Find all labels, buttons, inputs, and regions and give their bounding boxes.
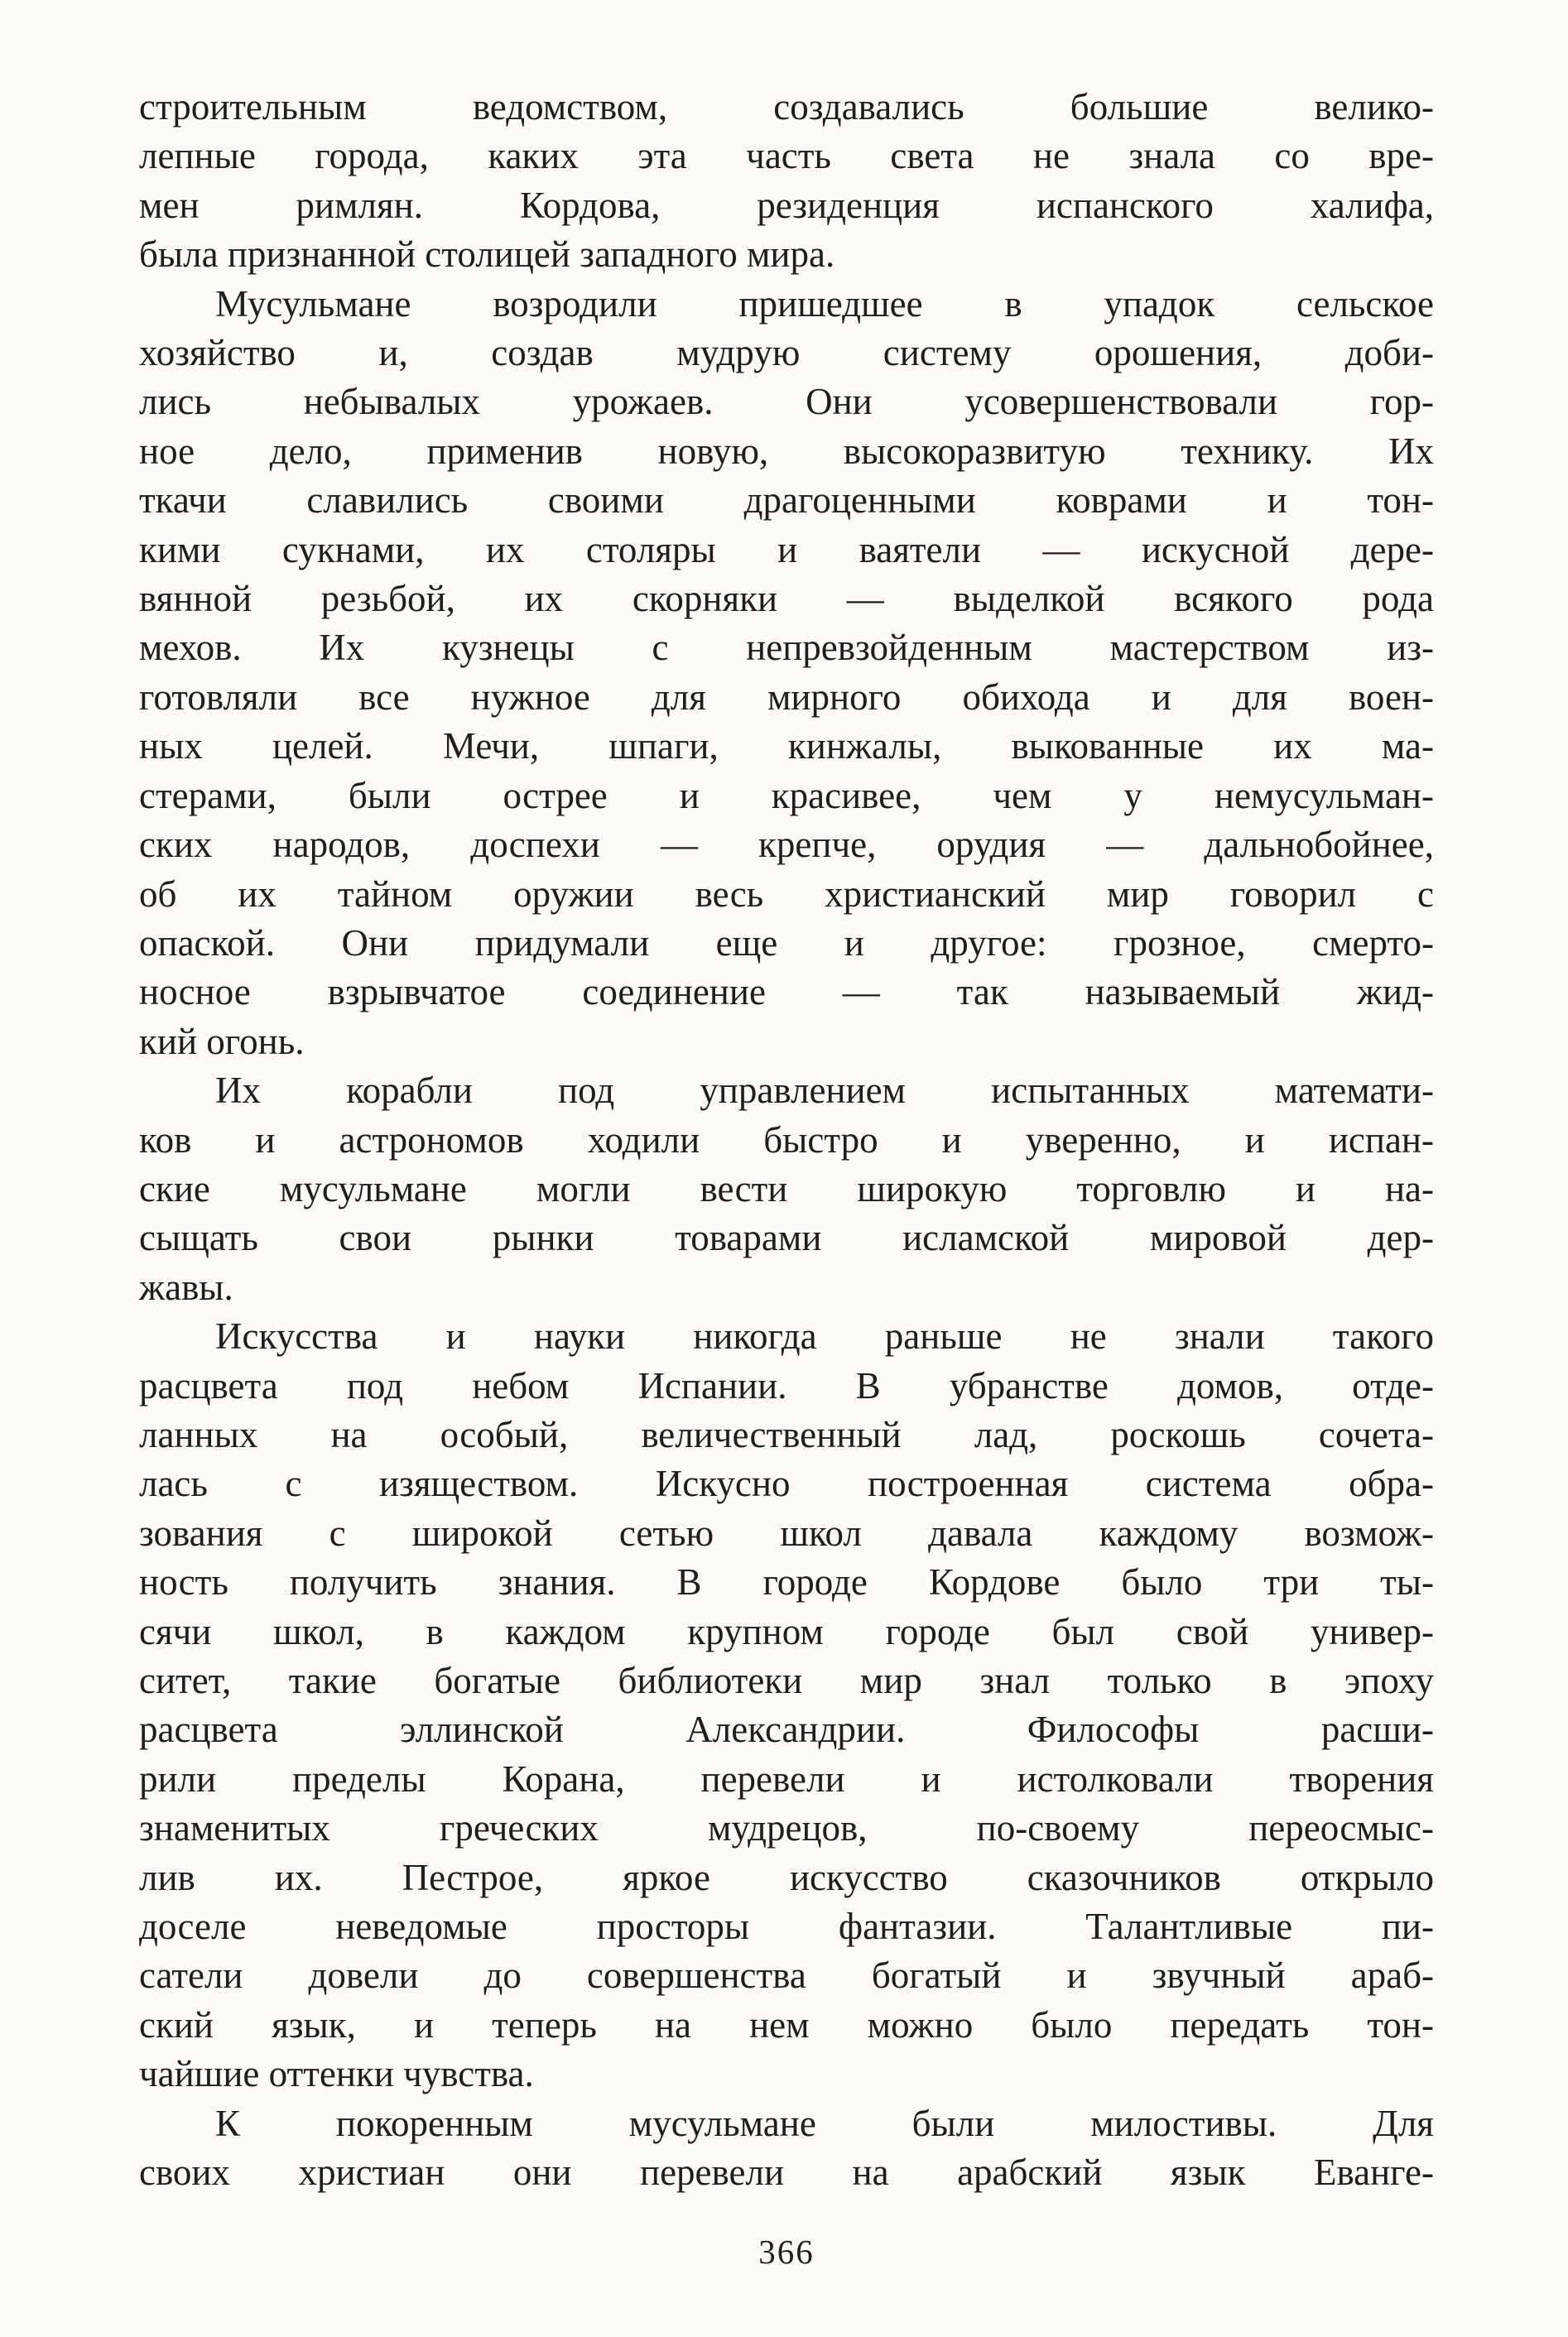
- paragraph: [139, 1312, 1434, 2099]
- text-line: ские мусульмане могли вести широкую торговлю и на-: [139, 1167, 1434, 1209]
- text-line: зования с широкой сетью школ давала каждому возмож-: [139, 1512, 1434, 1554]
- text-line: кий огонь.: [139, 1020, 305, 1062]
- text-line: лепные города, каких эта часть света не знала со вре-: [139, 135, 1434, 177]
- paragraph: [139, 1066, 1434, 1312]
- text-line: сячи школ, в каждом крупном городе был свой универ-: [139, 1610, 1434, 1652]
- text-line: лась с изяществом. Искусно построенная система обра-: [139, 1463, 1434, 1505]
- paragraph: [139, 2099, 1434, 2198]
- text-line: сатели довели до совершенства богатый и звучный араб-: [139, 1955, 1434, 1997]
- text-line: носное взрывчатое соединение — так называемый жид-: [139, 971, 1434, 1013]
- text-line: ланных на особый, величественный лад, роскошь сочета-: [139, 1413, 1434, 1455]
- text-line: расцвета под небом Испании. В убранстве домов, отде-: [139, 1364, 1434, 1407]
- text-line: ткачи славились своими драгоценными коврами и тон-: [139, 479, 1434, 522]
- text-line: мехов. Их кузнецы с непревзойденным мастерством из-: [139, 627, 1434, 669]
- text-line: хозяйство и, создав мудрую систему орошения, доби-: [139, 332, 1434, 374]
- text-line: была признанной столицей западного мира.: [139, 233, 835, 276]
- text-line: ность получить знания. В городе Кордове было три ты-: [139, 1561, 1434, 1604]
- text-line: готовляли все нужное для мирного обихода и для воен-: [139, 676, 1434, 718]
- paragraph: [139, 280, 1434, 1067]
- text-line: ситет, такие богатые библиотеки мир знал только в эпоху: [139, 1660, 1434, 1701]
- paragraph: [139, 83, 1434, 280]
- text-line: знаменитых греческих мудрецов, по-своему переосмыс-: [139, 1807, 1434, 1849]
- text-line: доселе неведомые просторы фантазии. Талантливые пи-: [139, 1906, 1434, 1948]
- text-line: своих христиан они перевели на арабский язык Еванге-: [139, 2152, 1434, 2194]
- text-line: ных целей. Мечи, шпаги, кинжалы, выкованные их ма-: [139, 725, 1434, 767]
- text-line: чайшие оттенки чувства.: [139, 2053, 534, 2095]
- text-line: ских народов, доспехи — крепче, орудия — дальнобойнее,: [139, 824, 1434, 866]
- text-line: ков и астрономов ходили быстро и уверенно, и испан-: [139, 1118, 1434, 1161]
- text-line: кими сукнами, их столяры и ваятели — искусной дере-: [139, 528, 1434, 570]
- text-block: [139, 83, 1434, 2197]
- text-line: вянной резьбой, их скорняки — выделкой всякого рода: [139, 578, 1434, 620]
- text-line: лив их. Пестрое, яркое искусство сказочников открыло: [139, 1856, 1434, 1898]
- text-line: К покоренным мусульмане были милостивы. Для: [215, 2102, 1434, 2144]
- text-line: рили пределы Корана, перевели и истолковали творения: [139, 1758, 1434, 1800]
- text-line: мен римлян. Кордова, резиденция испанского халифа,: [139, 184, 1434, 226]
- text-line: строительным ведомством, создавались большие велико-: [139, 86, 1434, 127]
- text-line: об их тайном оружии весь христианский мир говорил с: [139, 873, 1434, 915]
- text-line: жавы.: [139, 1266, 233, 1308]
- text-line: опаской. Они придумали еще и другое: грозное, смерто-: [139, 921, 1434, 964]
- text-line: сыщать свои рынки товарами исламской мировой дер-: [139, 1217, 1434, 1259]
- text-line: ский язык, и теперь на нем можно было передать тон-: [139, 2003, 1434, 2046]
- text-line: Мусульмане возродили пришедшее в упадок сельское: [215, 282, 1434, 325]
- page-number: 366: [758, 2233, 815, 2271]
- text-line: ное дело, применив новую, высокоразвитую технику. Их: [139, 430, 1434, 472]
- text-line: стерами, были острее и красивее, чем у немусульман-: [139, 774, 1434, 816]
- text-line: лись небывалых урожаев. Они усовершенствовали гор-: [139, 381, 1434, 423]
- text-line: Их корабли под управлением испытанных математи-: [215, 1070, 1434, 1112]
- text-line: Искусства и науки никогда раньше не знали такого: [215, 1315, 1434, 1358]
- text-line: расцвета эллинской Александрии. Философы расши-: [139, 1709, 1434, 1751]
